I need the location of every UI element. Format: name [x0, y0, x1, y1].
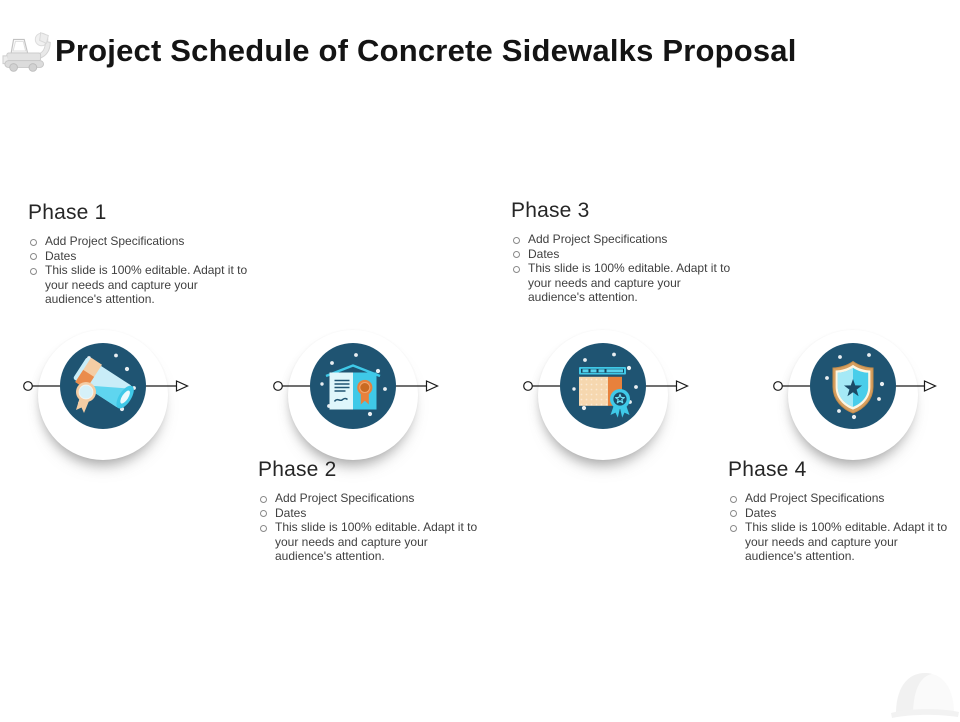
- shield-star-icon: [809, 342, 897, 430]
- bullet-item: Dates: [28, 249, 250, 264]
- bullet-item: Dates: [728, 506, 950, 521]
- bullet-item: This slide is 100% editable. Adapt it to your needs and capture your audience's attention.: [258, 520, 480, 564]
- phase-4-heading: Phase 4: [728, 458, 807, 481]
- slide-title: Project Schedule of Concrete Sidewalks Proposal: [55, 33, 797, 68]
- excavator-icon: [2, 26, 58, 78]
- diploma-scroll-icon: [59, 342, 147, 430]
- phase-1-heading: Phase 1: [28, 201, 107, 224]
- phase-2-bullet-list: [258, 491, 478, 564]
- bullet-item: Add Project Specifications: [258, 491, 480, 506]
- bullet-item: This slide is 100% editable. Adapt it to your needs and capture your audience's attention.: [728, 520, 950, 564]
- phase-4-text-block: [728, 458, 948, 564]
- bullet-item: Add Project Specifications: [511, 232, 733, 247]
- hard-hat-icon: [888, 662, 960, 722]
- phase-1-bullet-list: [28, 234, 248, 307]
- package-ribbon-icon: [559, 342, 647, 430]
- bullet-item: Add Project Specifications: [28, 234, 250, 249]
- phase-3-heading: Phase 3: [511, 199, 590, 222]
- phase-3-text-block: [511, 199, 731, 305]
- bullet-item: Add Project Specifications: [728, 491, 950, 506]
- phase-1-text-block: [28, 201, 248, 307]
- phase-2-text-block: [258, 458, 478, 564]
- bullet-item: This slide is 100% editable. Adapt it to your needs and capture your audience's attention.: [511, 261, 733, 305]
- bullet-item: Dates: [258, 506, 480, 521]
- bullet-item: This slide is 100% editable. Adapt it to your needs and capture your audience's attention.: [28, 263, 250, 307]
- certificate-award-icon: [309, 342, 397, 430]
- bullet-item: Dates: [511, 247, 733, 262]
- phase-3-bullet-list: [511, 232, 731, 305]
- phase-2-heading: Phase 2: [258, 458, 337, 481]
- phase-4-bullet-list: [728, 491, 948, 564]
